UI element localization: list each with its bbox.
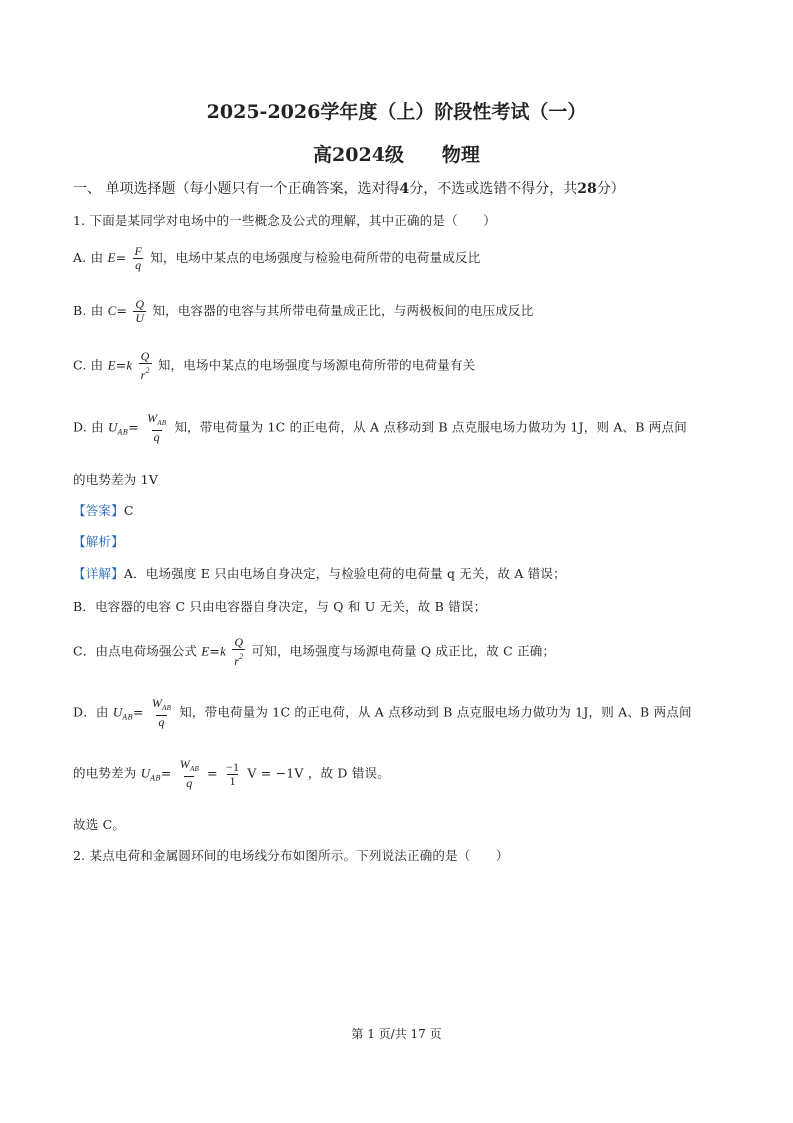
answer-line: 【答案】C (73, 503, 134, 518)
option-d: D. 由 $U_{AB}=$ $\frac{W_{AB}}{q}$ 知，带电荷量为 1C 的正电荷，从 A 点移动到 B 点克服电场力做功为 1J，则 A、B 两点间 (73, 411, 687, 444)
option-b: B. 由 C= $\frac{Q}{U}$ 知，电容器的电容与其所带电荷量成正比，与两极板间的电压成反比 (73, 297, 534, 325)
question-2-stem: 2. 某点电荷和金属圆环间的电场线分布如图所示。下列说法正确的是（ ） (73, 848, 509, 863)
option-d-continued: 的电势差为 1V (73, 472, 159, 487)
exam-subtitle: 高2024级 物理 (313, 144, 480, 166)
conclusion: 故选 C。 (73, 817, 126, 832)
detail-b: B．电容器的电容 C 只由电容器自身决定，与 Q 和 U 无关，故 B 错误； (73, 599, 487, 614)
question-1-stem: 1. 下面是某同学对电场中的一些概念及公式的理解，其中正确的是（ ） (73, 213, 496, 228)
analysis-label: 【解析】 (73, 534, 124, 549)
detail-a: 【详解】A．电场强度 E 只由电场自身决定，与检验电荷的电荷量 q 无关，故 A 错误； (73, 566, 566, 581)
section-heading: 一、 单项选择题（每小题只有一个正确答案，选对得4分，不选或选错不得分，共28分） (73, 181, 625, 197)
detail-c: C．由点电荷场强公式 E=k $\frac{Q}{r^2}$ 可知，电场强度与场源电荷量 Q 成正比，故 C 正确； (73, 635, 556, 668)
detail-d: D．由 $U_{AB}=$ $\frac{W_{AB}}{q}$ 知，带电荷量为 1C 的正电荷，从 A 点移动到 B 点克服电场力做功为 1J，则 A、B 两点间 (73, 696, 692, 729)
detail-d-continued: 的电势差为 $U_{AB}=$ $\frac{W_{AB}}{q}$ = $\frac{-1}{1}$ V = −1V ，故 D 错误。 (73, 757, 390, 790)
exam-title: 2025-2026学年度（上）阶段性考试（一） (206, 101, 587, 123)
page-footer: 第 1 页/共 17 页 (351, 1027, 442, 1041)
option-c: C. 由 E=k $\frac{Q}{r^2}$ 知，电场中某点的电场强度与场源电荷所带的电荷量有关 (73, 349, 476, 382)
option-a: A. 由 E= $\frac{F}{q}$ 知，电场中某点的电场强度与检验电荷所带的电荷量成反比 (73, 244, 481, 272)
